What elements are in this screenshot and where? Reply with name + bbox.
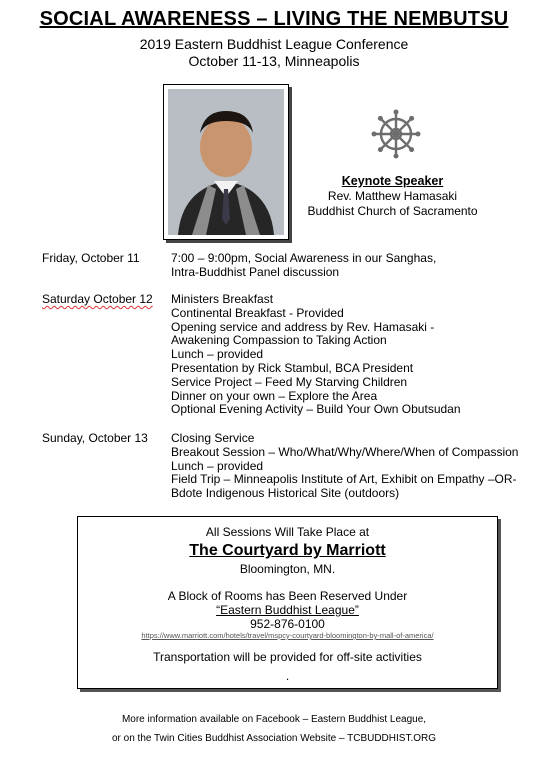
hotel-url-link[interactable]: https://www.marriott.com/hotels/travel/mspcy-courtyard-bloomington-by-mall-of-america/ bbox=[141, 631, 434, 640]
keynote-name: Rev. Matthew Hamasaki bbox=[327, 189, 458, 203]
schedule-item: Field Trip – Minneapolis Institute of Art, Exhibit on Empathy –OR- bbox=[171, 472, 517, 487]
room-block-name: “Eastern Buddhist League” bbox=[216, 603, 359, 617]
schedule-day-friday: Friday, October 11 bbox=[42, 251, 140, 265]
schedule-item: Bdote Indigenous Historical Site (outdoors) bbox=[171, 486, 400, 501]
schedule-item: Lunch – provided bbox=[171, 458, 264, 473]
venue-city: Bloomington, MN. bbox=[239, 562, 336, 576]
schedule-items-saturday bbox=[171, 293, 461, 417]
venue-intro: All Sessions Will Take Place at bbox=[205, 525, 370, 539]
venue-name: The Courtyard by Marriott bbox=[189, 542, 386, 559]
schedule-item: Breakout Session – Who/What/Why/Where/When of Compassion bbox=[171, 444, 519, 459]
schedule-day-sunday: Sunday, October 13 bbox=[42, 431, 148, 445]
footer-line-2: or on the Twin Cities Buddhist Association Website – TCBUDDHIST.ORG bbox=[111, 733, 437, 744]
hotel-phone: 952-876-0100 bbox=[250, 617, 325, 631]
schedule-item: Presentation by Rick Stambul, BCA President bbox=[171, 360, 414, 375]
schedule-item: Optional Evening Activity – Build Your Own Obutsudan bbox=[171, 402, 461, 417]
box-trailing-dot: . bbox=[285, 669, 290, 683]
schedule-item: 7:00 – 9:00pm, Social Awareness in our Sanghas, bbox=[171, 251, 437, 265]
keynote-heading: Keynote Speaker bbox=[341, 174, 444, 188]
schedule-item: Intra-Buddhist Panel discussion bbox=[171, 264, 340, 279]
schedule-items-sunday bbox=[171, 432, 518, 501]
dharma-wheel-icon bbox=[370, 108, 422, 160]
conference-dates: October 11-13, Minneapolis bbox=[188, 53, 360, 69]
conference-name: 2019 Eastern Buddhist League Conference bbox=[139, 36, 409, 52]
room-block-line: A Block of Rooms has Been Reserved Under bbox=[167, 589, 408, 603]
schedule-item: Service Project – Feed My Starving Children bbox=[171, 374, 408, 389]
schedule-item: Dinner on your own – Explore the Area bbox=[171, 388, 378, 403]
schedule-item: Awakening Compassion to Taking Action bbox=[171, 333, 387, 348]
schedule-item: Lunch – provided bbox=[171, 347, 264, 362]
transport-note: Transportation will be provided for off-site activities bbox=[153, 650, 422, 664]
schedule-item: Opening service and address by Rev. Hamasaki - bbox=[171, 319, 435, 334]
schedule-items-friday bbox=[171, 252, 436, 280]
page-title: SOCIAL AWARENESS – LIVING THE NEMBUTSU bbox=[39, 8, 509, 30]
keynote-org: Buddhist Church of Sacramento bbox=[307, 204, 478, 218]
schedule-item: Closing Service bbox=[171, 431, 255, 445]
footer-line-1: More information available on Facebook – Eastern Buddhist League, bbox=[121, 714, 427, 725]
schedule-item: Continental Breakfast - Provided bbox=[171, 305, 344, 320]
venue-info-box bbox=[77, 516, 498, 689]
speaker-photo-frame bbox=[163, 84, 289, 240]
speaker-photo bbox=[168, 89, 284, 235]
schedule-day-saturday: Saturday October 12 bbox=[42, 292, 153, 306]
schedule-item: Ministers Breakfast bbox=[171, 292, 274, 306]
